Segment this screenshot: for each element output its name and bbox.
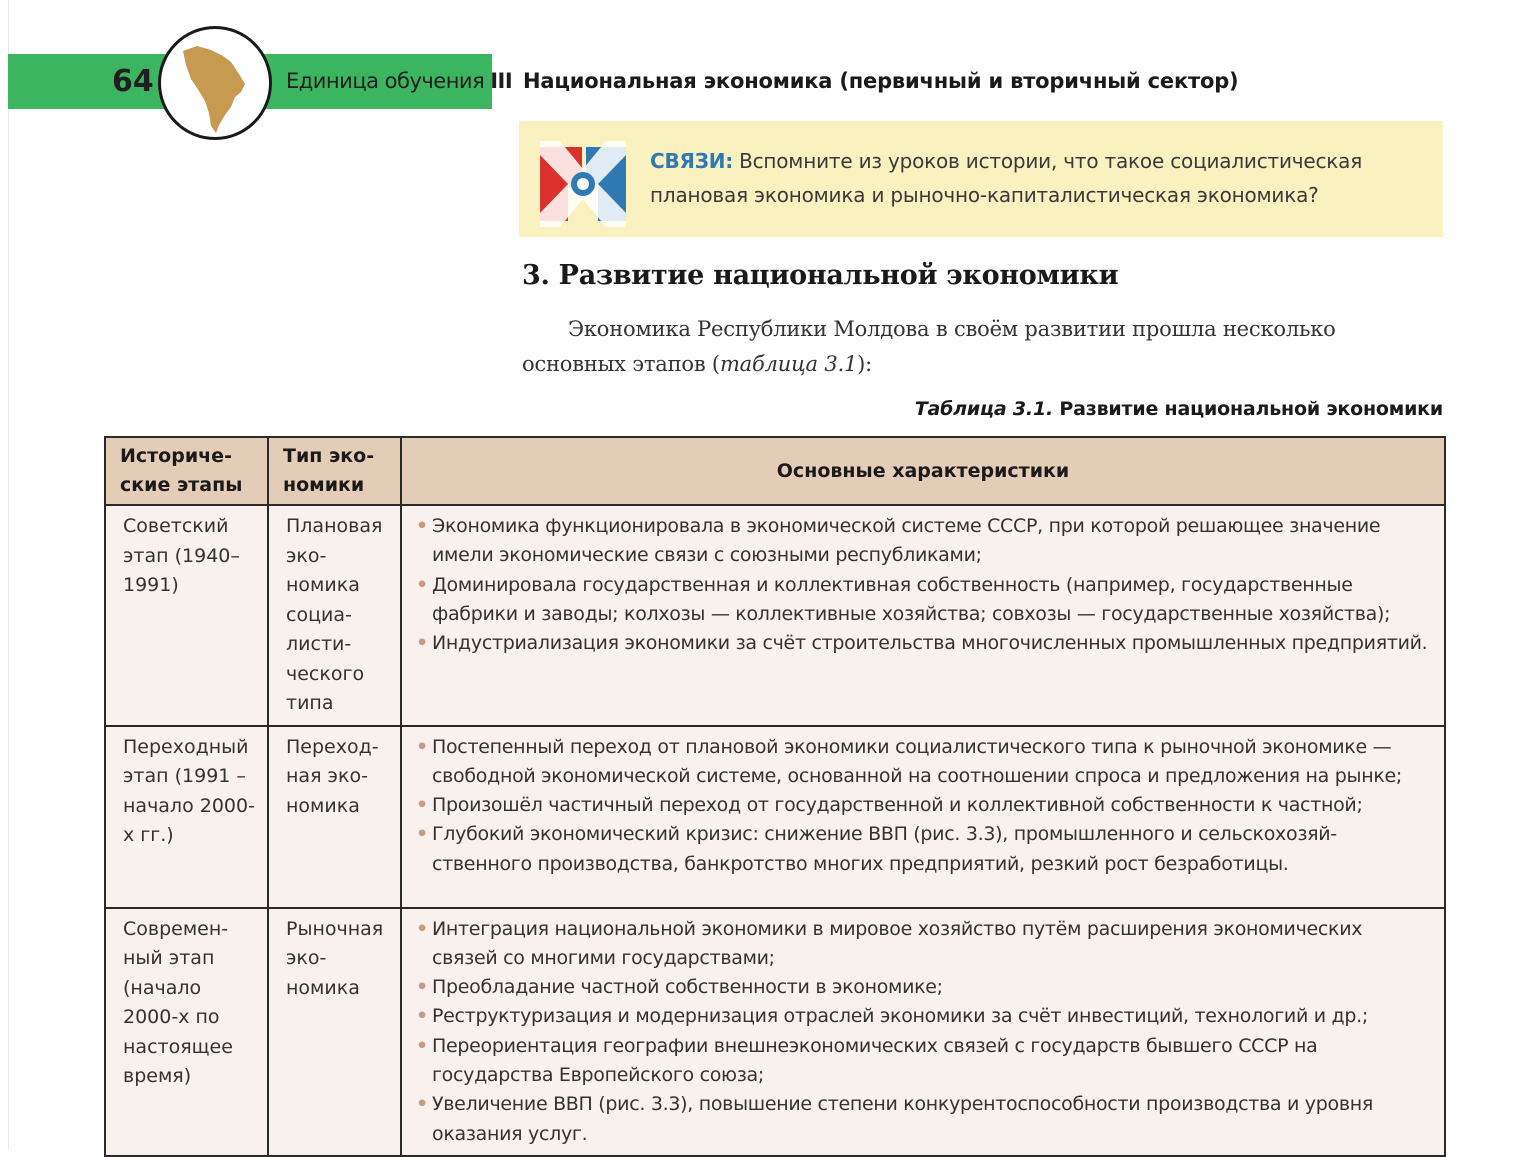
economy-development-table (104, 436, 1446, 1157)
stage-cell: Советский этап (1940–1991) (105, 505, 268, 726)
characteristics-cell (401, 505, 1445, 726)
links-body: Вспомните из уроков истории, что такое социалистическая плановая экономика и рыночно-капиталистическая экономика? (650, 149, 1363, 207)
table-header-row (105, 437, 1445, 505)
characteristics-cell (401, 908, 1445, 1156)
table-caption-title: Развитие национальной экономики (1059, 398, 1443, 420)
intro-table-ref: таблица 3.1 (719, 352, 858, 376)
page-edge (8, 0, 9, 1149)
connections-icon (540, 141, 626, 227)
links-text (650, 144, 1440, 212)
page-number: 64 (112, 64, 154, 99)
list-item: • Реструктуризация и модернизация отраслей экономики за счёт инвестиций, технологий и др.; (416, 1005, 1368, 1028)
section-title: 3. Развитие национальной экономики (522, 260, 1119, 291)
moldova-map-icon (161, 29, 269, 137)
characteristics-cell (401, 726, 1445, 908)
list-item: • Глубокий экономический кризис: снижение ВВП (рис. 3.3), промышленного и сельскохозяйственного производства, банкротство многих предприятий, резкий рост безработицы. (416, 823, 1338, 875)
table-row (105, 726, 1445, 908)
intro-paragraph (522, 312, 1442, 382)
stage-cell: Переходный этап (1991 – начало 2000-х гг.) (105, 726, 268, 908)
header-type: Тип экономики (268, 437, 401, 505)
list-item: • Произошёл частичный переход от государственной и коллективной собственности к частной; (416, 794, 1363, 817)
type-cell: Рыночная экономика (268, 908, 401, 1156)
list-item: • Переориентация географии внешнеэкономических связей с государств бывшего СССР на государства Европейского союза; (416, 1034, 1318, 1086)
list-item: • Преобладание частной собственности в экономике; (416, 976, 943, 999)
unit-label (286, 62, 512, 100)
list-item: • Постепенный переход от плановой экономики социалистического типа к рыночной экономике — свободной экономической системе, основанной на соотношении спроса и предложения на рынке; (416, 735, 1403, 787)
list-item: • Увеличение ВВП (рис. 3.3), повышение степени конкурентоспособности производства и уровня оказания услуг. (416, 1093, 1373, 1145)
intro-text: Экономика Республики Молдова в своём развитии прошла несколько основных этапов ( (522, 317, 1336, 376)
header-characteristics: Основные характеристики (401, 437, 1445, 505)
type-cell: Переходная экономика (268, 726, 401, 908)
chapter-title: Национальная экономика (первичный и вторичный сектор) (523, 69, 1239, 93)
table-row (105, 908, 1445, 1156)
intro-text-end: ): (857, 352, 873, 376)
table-caption (915, 394, 1443, 424)
list-item: • Индустриализация экономики за счёт строительства многочисленных промышленных предприятий. (416, 632, 1428, 655)
table-row (105, 505, 1445, 726)
list-item: • Интеграция национальной экономики в мировое хозяйство путём расширения экономических связей со многими государствами; (416, 917, 1363, 969)
unit-label-text: Единица обучения (286, 69, 485, 93)
stage-cell: Современный этап (начало 2000-х по настоящее время) (105, 908, 268, 1156)
unit-roman: III (490, 69, 513, 93)
type-cell: Плановая экономика социалистического типа (268, 505, 401, 726)
table-caption-number: Таблица 3.1. (914, 398, 1053, 420)
header-stages: Исторические этапы (105, 437, 268, 505)
links-label: СВЯЗИ: (650, 149, 734, 173)
moldova-map-emblem (158, 26, 272, 140)
list-item: • Экономика функционировала в экономической системе СССР, при которой решающее значение имели экономические связи с союзными республиками; (416, 515, 1381, 567)
list-item: • Доминировала государственная и коллективная собственность (например, государственные фабрики и заводы; колхозы — коллективные хозяйства; совхозы — государственные хозяйства); (416, 573, 1391, 625)
